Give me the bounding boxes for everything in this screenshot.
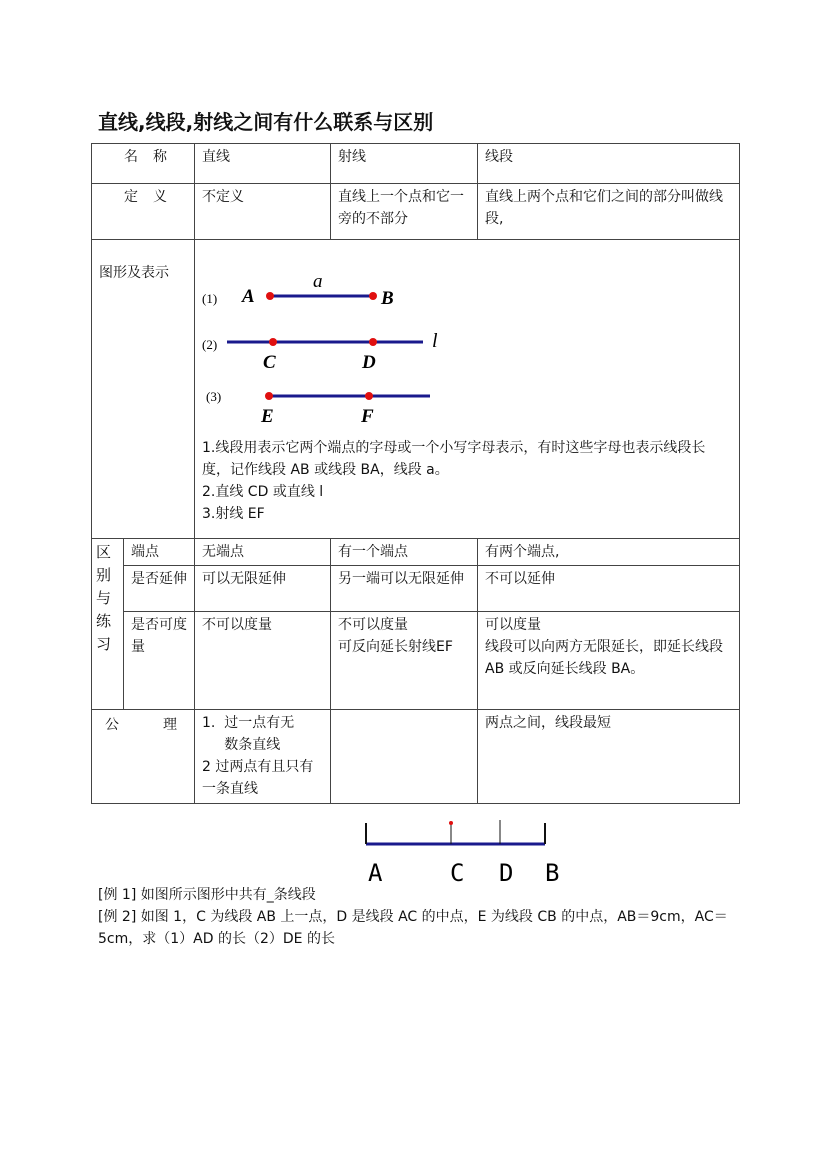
axiom-label-cell [92,710,195,804]
label-1: (1) [202,291,218,306]
point-f [365,392,373,400]
cell-ray: 另一端可以无限延伸 [331,566,478,612]
label-C: C [263,352,276,373]
note: 2.直线 CD 或直线 l [202,484,324,500]
diff-char: 与 [96,589,112,607]
cell-segment: 有两个端点, [478,539,740,566]
diff-char: 区 [96,543,112,561]
line-cd [202,330,438,373]
axiom-label: 公 [105,717,119,733]
label-a: a [313,271,323,292]
segment-ab [202,271,394,309]
definition-label: 定 [124,189,138,205]
table-row [92,184,740,240]
point-e [265,392,273,400]
label-D: D [362,352,376,373]
label-B: B [381,288,394,309]
label-F: F [361,406,374,427]
cell-segment: 不可以延伸 [478,566,740,612]
note: 3.射线 EF [202,506,265,522]
cell-segment: 可以度量 线段可以向两方无限延长，即延长线段 AB 或反向延长线段 BA。 [478,612,740,710]
point-b [369,292,377,300]
table-row [92,612,740,710]
table-row [92,710,740,804]
cell-line: 无端点 [195,539,331,566]
table-row [92,566,740,612]
header-label-cell [92,144,195,184]
cell-ray: 有一个端点 [331,539,478,566]
header-ray: 射线 [331,144,478,184]
cell-ray: 不可以度量 可反向延长射线EF [331,612,478,710]
label-D: D [499,859,514,885]
axiom-label: 理 [163,717,177,733]
label-C: C [450,859,465,885]
table-row [92,144,740,184]
label-2: (2) [202,337,218,352]
page-title: 直线,线段,射线之间有什么联系与区别 [98,110,434,134]
header-line: 直线 [195,144,331,184]
axiom-ray [331,710,478,804]
definition-line: 不定义 [195,184,331,240]
diff-char: 练 [96,612,112,630]
point-a [266,292,274,300]
row-label: 是否延伸 [124,566,195,612]
note: 1.线段用表示它两个端点的字母或一个小写字母表示，有时这些字母也表示线段长度，记作线段 AB 或线段 BA，线段 a。 [202,440,706,478]
header-label: 名 [124,149,138,165]
definition-label-cell [92,184,195,240]
definition-ray: 直线上一个点和它一旁的不部分 [331,184,478,240]
definition-label: 义 [153,189,167,205]
label-3: (3) [206,389,222,404]
example-figure [360,815,560,885]
point-d [369,338,377,346]
figure-label: 图形及表示 [92,240,195,539]
diff-char: 别 [96,566,112,584]
example-2: [例 2] 如图 1，C 为线段 AB 上一点，D 是线段 AC 的中点，E 为线段 CB 的中点，AB＝9cm，AC＝5cm，求（1）AD 的长（2）DE 的长 [98,909,728,947]
cell-line: 不可以度量 [195,612,331,710]
diff-label [92,539,124,710]
example-1: [例 1] 如图所示图形中共有_条线段 [98,887,316,903]
label-A: A [242,286,255,307]
cell-line: 可以无限延伸 [195,566,331,612]
axiom-segment: 两点之间，线段最短 [478,710,740,804]
diff-char: 习 [96,635,112,653]
ray-ef [206,389,430,427]
examples [98,884,738,950]
label-A: A [368,859,383,885]
table-row [92,539,740,566]
label-E: E [261,406,274,427]
row-label: 端点 [124,539,195,566]
label-B: B [545,859,560,885]
header-segment: 线段 [478,144,740,184]
label-l: l [432,330,438,352]
definition-segment: 直线上两个点和它们之间的部分叫做线段, [478,184,740,240]
point-c [269,338,277,346]
figure-notes [202,437,732,525]
line-figures [195,265,465,435]
row-label: 是否可度量 [124,612,195,710]
header-label: 称 [153,149,167,165]
axiom-line: 1. 过一点有无 数条直线 2 过两点有且只有一条直线 [195,710,331,804]
